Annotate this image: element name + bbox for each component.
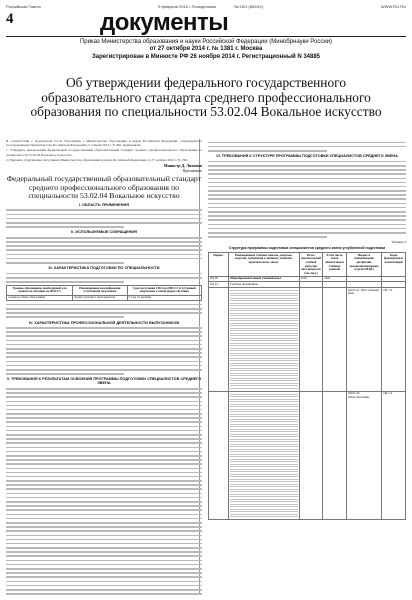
left-column	[6, 139, 202, 596]
table-cell: основное общее образование	[7, 295, 73, 301]
header-divider	[6, 36, 406, 37]
table-header-cell: Индекс и наименование дисциплин, междисциплинарных курсов (МДК)	[346, 253, 381, 277]
minister-signature: Министр Д. Ливанов	[163, 163, 202, 169]
body-text-block	[6, 388, 202, 595]
table-cell: 2106	[299, 276, 323, 282]
site-link[interactable]: WWW.RG.RU	[380, 3, 406, 9]
table-cell: Общеобразовательный учебный цикл	[228, 276, 299, 282]
body-text-block	[6, 273, 202, 283]
table-cell: Артист-вокалист, преподаватель	[73, 295, 127, 301]
table-cell: ОД.00	[209, 276, 229, 282]
body-text-block	[6, 304, 202, 318]
table-cell: ОК 1-9	[382, 288, 406, 392]
issue-number: № 26/1 (6594/1)	[234, 3, 264, 9]
table-cell	[209, 288, 229, 392]
section-3-heading: III. ХАРАКТЕРИСТИКА ПОДГОТОВКИ ПО СПЕЦИАЛЬНОСТИ	[48, 266, 160, 271]
table-row	[209, 391, 406, 520]
order-issuer: Приказ Министерства образования и науки Российской Федерации (Минобрнауки России)	[79, 39, 333, 45]
table-header-row	[209, 253, 406, 277]
table-cell	[323, 288, 347, 392]
table-header-cell: Коды формируемых компетенций	[382, 253, 406, 277]
body-columns	[6, 139, 406, 596]
table-cell	[228, 391, 299, 520]
section-4-heading: IV. ХАРАКТЕРИСТИКА ПРОФЕССИОНАЛЬНОЙ ДЕЯТЕЛЬНОСТИ ВЫПУСКНИКОВ	[28, 320, 180, 325]
body-text-block	[6, 327, 202, 375]
table-cell	[209, 391, 229, 520]
table-cell: 3 года 10 месяцев	[127, 295, 201, 301]
issue-date: 9 февраля 2015 • Понедельник	[158, 3, 217, 9]
table-cell: ОД.01.02. Обществознание	[346, 391, 381, 520]
structure-table	[208, 252, 406, 520]
table-cell: ОК 1-9	[382, 391, 406, 520]
table-header-cell: Наименование квалификации углубленной подготовки	[73, 286, 127, 295]
table-row	[209, 288, 406, 392]
table-header-cell: Срок получения СПО по ППССЗ углубленной подготовки в очной форме обучения	[127, 286, 201, 295]
table-header-cell: Всего максимальной учебной нагрузки обучающегося (час./нед.)	[300, 252, 321, 275]
standard-title: Федеральный государственный образовательный стандарт среднего профессионального образования по специальности 53.02.04 Вокальное искусство	[6, 174, 202, 201]
body-text-block	[208, 142, 406, 152]
section-2-heading: II. ИСПОЛЬЗУЕМЫЕ СОКРАЩЕНИЯ	[71, 230, 137, 235]
order-item-1: 1. Утвердить прилагаемый федеральный государственный образовательный стандарт среднего профессионального образования по специальности 53.02.04 Вокальное искусство.	[6, 148, 202, 157]
table-cell	[299, 391, 323, 520]
table-header-cell: Наименование учебных циклов, разделов, модулей, требования к знаниям, умениям, практическому опыту	[228, 253, 299, 277]
page-number: 4	[6, 11, 14, 27]
table-cell: Учебные дисциплины	[228, 282, 299, 288]
table-header-cell: Индекс	[209, 253, 229, 277]
body-text-block	[6, 209, 202, 227]
document-title: Об утверждении федерального государственного образовательного стандарта среднего профессионального образования по специальности 53.02.04 Вокальное искусство	[30, 75, 382, 120]
table-cell	[228, 288, 299, 392]
table-header-cell: Уровень образования, необходимый для приема на обучение по ППССЗ	[7, 286, 73, 295]
appendix-label: Приложение	[182, 169, 202, 174]
section-1-heading: I. ОБЛАСТЬ ПРИМЕНЕНИЯ	[79, 202, 129, 207]
order-heading	[20, 39, 392, 61]
order-item-2: 2. Признать утратившим силу приказ Министерства образования и науки Российской Федерации от 27 октября 2010 г. N 1381.	[6, 157, 189, 162]
table-row	[7, 295, 202, 301]
table-cell	[299, 288, 323, 392]
table-cell: ОД.01.01. Иностранный язык	[346, 288, 381, 392]
table-cell	[323, 391, 347, 520]
table-caption: Структура программы подготовки специалистов среднего звена углубленной подготовки	[228, 246, 386, 251]
body-text-block	[208, 161, 406, 238]
publication-name: Российская Газета	[6, 3, 41, 9]
section-5-heading: V. ТРЕБОВАНИЯ К РЕЗУЛЬТАТАМ ОСВОЕНИЯ ПРОГРАММЫ ПОДГОТОВКИ СПЕЦИАЛИСТОВ СРЕДНЕГО ЗВЕНА	[6, 377, 202, 386]
table-header-row	[7, 286, 202, 295]
order-date-number: от 27 октября 2014 г. № 1381 г. Москва	[149, 46, 263, 53]
table-number: Таблица 3	[391, 240, 406, 245]
table-header-cell: В том числе часов обязательных учебных занятий	[323, 253, 347, 277]
order-registration: Зарегистрирован в Минюсте РФ 26 ноября 2014 г. Регистрационный N 34885	[91, 53, 321, 60]
section-title: документы	[100, 9, 229, 36]
section-6-heading: VI. ТРЕБОВАНИЯ К СТРУКТУРЕ ПРОГРАММЫ ПОДГОТОВКИ СПЕЦИАЛИСТОВ СРЕДНЕГО ЗВЕНА	[216, 154, 398, 159]
table-cell: ОД.01	[209, 282, 229, 288]
qualification-table	[6, 285, 202, 301]
body-text-block	[6, 237, 202, 264]
order-intro: В соответствии с подпунктом 5.2.41 Положения о Министерстве образования и науки Российской Федерации, утвержденного постановлением Правительства Российской Федерации от 3 июня 2013 г. N 466, приказываю:	[6, 139, 202, 148]
table-cell: 1404	[323, 276, 347, 282]
right-column	[208, 139, 406, 596]
